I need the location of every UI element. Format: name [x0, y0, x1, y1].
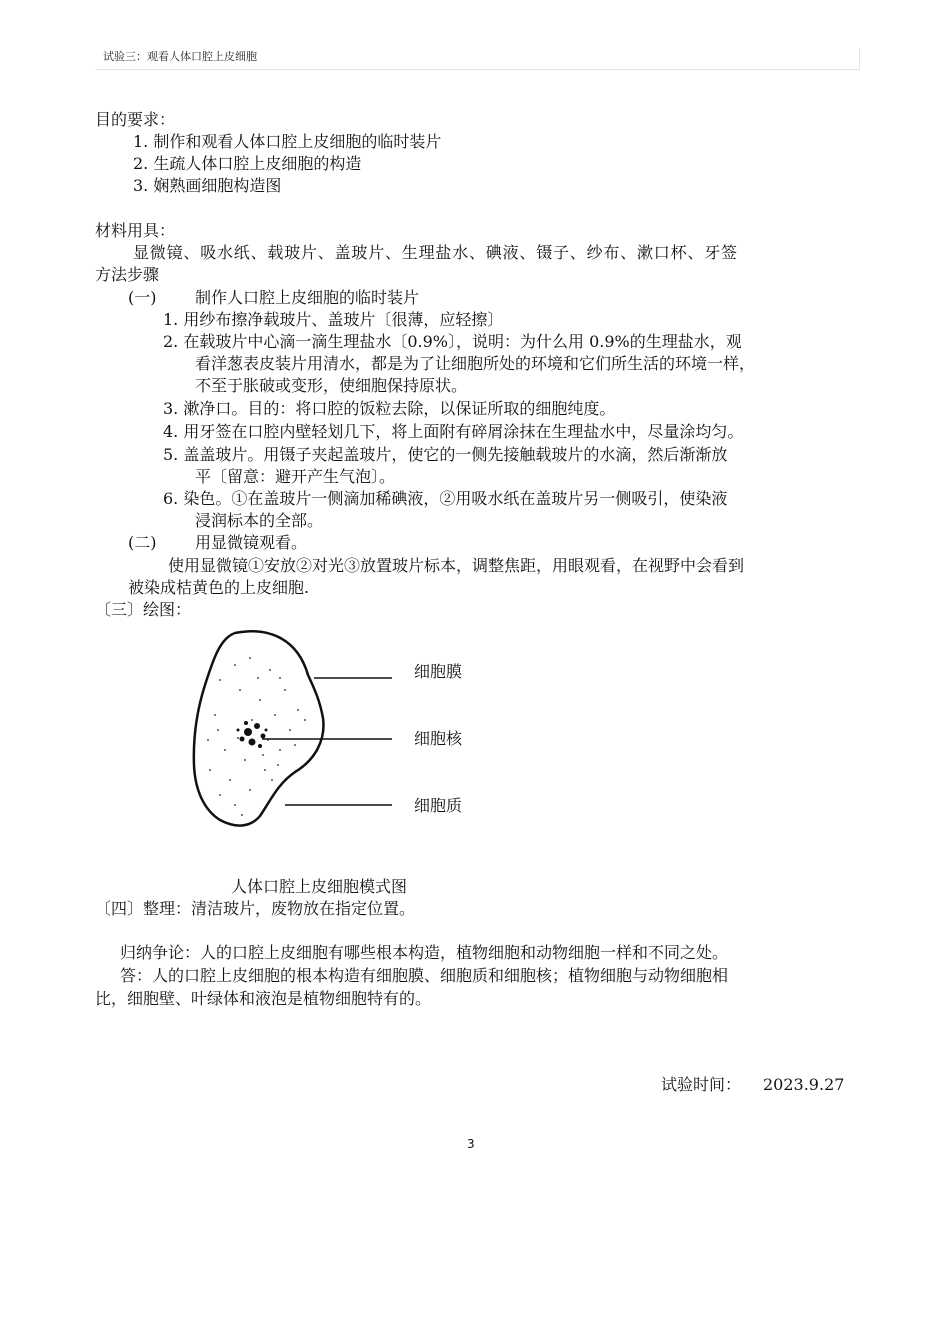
purpose-item: 3. 娴熟画细胞构造图: [133, 176, 282, 195]
step-line: 4. 用牙签在口腔内壁轻划几下，将上面附有碎屑涂抹在生理盐水中，尽量涂均匀。: [163, 422, 744, 441]
materials-text: 显微镜、吸水纸、载玻片、盖玻片、生理盐水、碘液、镊子、纱布、漱口杯、牙签: [133, 243, 738, 262]
step-line: 不至于胀破或变形，使细胞保持原状。: [195, 376, 468, 395]
step-line: 2. 在载玻片中心滴一滴生理盐水〔0.9%〕，说明：为什么用 0.9%的生理盐水，观: [163, 332, 742, 351]
section-title: 制作人口腔上皮细胞的临时装片: [195, 288, 420, 307]
step-line: 看洋葱表皮装片用清水，都是为了让细胞所处的环境和它们所生活的环境一样，: [195, 354, 756, 373]
discussion-question: 归纳争论：人的口腔上皮细胞有哪些根本构造，植物细胞和动物细胞一样和不同之处。: [120, 943, 729, 962]
step-line: 6. 染色。①在盖玻片一侧滴加稀碘液，②用吸水纸在盖玻片另一侧吸引，使染液: [163, 489, 728, 508]
step-line: 浸润标本的全部。: [195, 511, 324, 530]
observe-line: 被染成桔黄色的上皮细胞.: [128, 578, 310, 597]
page-header-title: 试验三：观看人体口腔上皮细胞: [103, 50, 257, 63]
nucleus-cluster: [237, 721, 268, 748]
step-line: 1. 用纱布擦净载玻片、盖玻片〔很薄，应轻擦〕: [163, 310, 504, 329]
figure-caption: 人体口腔上皮细胞模式图: [231, 877, 408, 896]
section-number: (二): [128, 533, 157, 552]
step-line: 平〔留意：避开产生气泡〕。: [195, 467, 396, 486]
header-rule-tick: [859, 48, 860, 70]
method-heading: 方法步骤: [95, 265, 160, 284]
drawing-heading: 〔三〕绘图：: [95, 600, 192, 619]
cell-diagram: [180, 620, 500, 860]
purpose-item: 2. 生疏人体口腔上皮细胞的构造: [133, 154, 362, 173]
step-line: 5. 盖盖玻片。用镊子夹起盖玻片，使它的一侧先接触载玻片的水滴，然后渐渐放: [163, 445, 728, 464]
discussion-answer: 比，细胞壁、叶绿体和液泡是植物细胞特有的。: [95, 989, 432, 1008]
cytoplasm-granules: [207, 657, 306, 816]
nucleus-label: 细胞核: [414, 729, 463, 748]
membrane-label: 细胞膜: [414, 662, 463, 681]
purpose-heading: 目的要求：: [95, 110, 176, 129]
purpose-item: 1. 制作和观看人体口腔上皮细胞的临时装片: [133, 132, 442, 151]
discussion-answer: 答：人的口腔上皮细胞的根本构造有细胞膜、细胞质和细胞核；植物细胞与动物细胞相: [120, 966, 729, 985]
observe-line: 使用显微镜①安放②对光③放置玻片标本，调整焦距，用眼观看，在视野中会看到: [168, 556, 745, 575]
materials-heading: 材料用具：: [95, 221, 176, 240]
cleanup-line: 〔四〕整理：清洁玻片，废物放在指定位置。: [95, 899, 416, 918]
cytoplasm-label: 细胞质: [414, 796, 463, 815]
header-rule: [95, 69, 860, 70]
experiment-date: 2023.9.27: [763, 1075, 845, 1094]
section-number: (一): [128, 288, 157, 307]
date-label: 试验时间：: [661, 1075, 742, 1094]
section-title: 用显微镜观看。: [195, 533, 308, 552]
page-number: 3: [467, 1137, 475, 1151]
step-line: 3. 漱净口。目的：将口腔的饭粒去除，以保证所取的细胞纯度。: [163, 399, 616, 418]
